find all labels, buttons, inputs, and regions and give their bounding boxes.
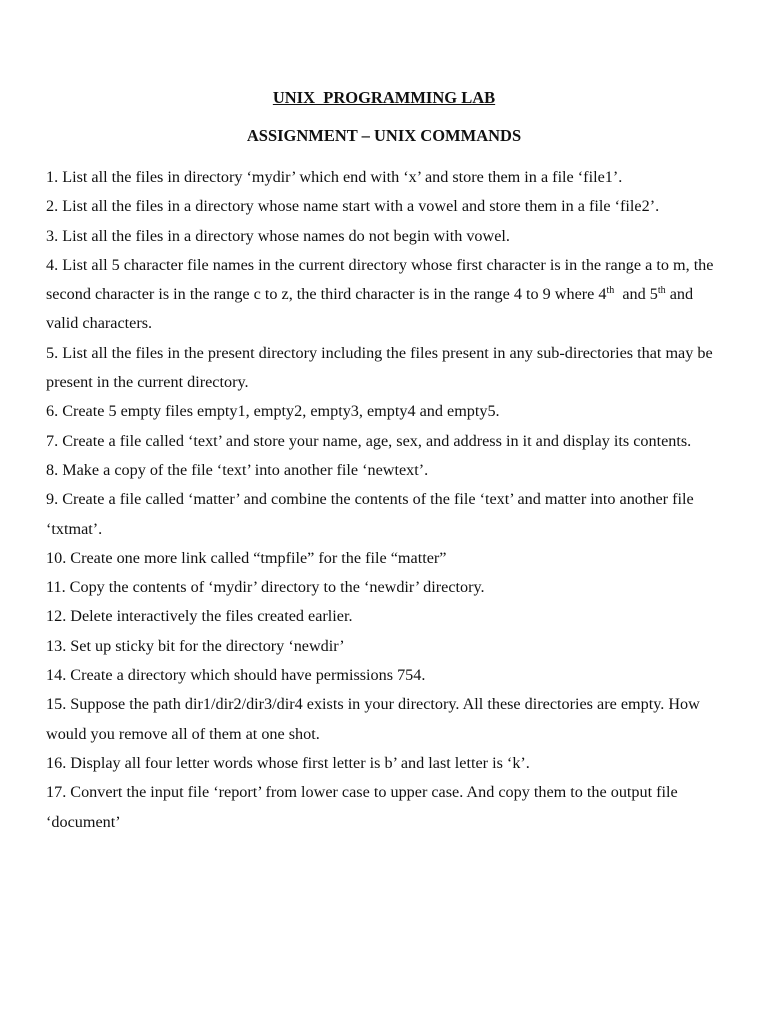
assignment-item-2: 2. List all the files in a directory whose name start with a vowel and store them in a file ‘file2’.: [46, 197, 660, 216]
assignment-item-8: 8. Make a copy of the file ‘text’ into another file ‘newtext’.: [46, 460, 429, 479]
assignment-item-3: 3. List all the files in a directory whose names do not begin with vowel.: [46, 226, 510, 245]
document-subtitle: ASSIGNMENT – UNIX COMMANDS: [246, 126, 522, 145]
assignment-item-4-text-b: and 5: [614, 285, 658, 304]
assignment-item-9: 9. Create a file called ‘matter’ and combine the contents of the file ‘text’ and matter into another file ‘txtmat’.: [46, 490, 694, 538]
document-title: [0, 86, 768, 110]
assignment-item-5: 5. List all the files in the present directory including the files present in any sub-directories that may be present in the current directory.: [46, 343, 713, 392]
assignment-item-4-sup-2: th: [657, 285, 666, 297]
assignment-item-13: 13. Set up sticky bit for the directory ‘newdir’: [46, 636, 345, 655]
assignment-item-4: [46, 251, 718, 339]
assignment-item-16: 16. Display all four letter words whose first letter is b’ and last letter is ‘k’.: [46, 753, 530, 772]
assignment-item-4-text-c: and valid characters.: [46, 285, 694, 333]
assignment-item-1: 1. List all the files in directory ‘mydir’ which end with ‘x’ and store them in a file ‘file1’.: [46, 168, 623, 186]
document-title-text: UNIX PROGRAMMING LAB: [272, 88, 496, 107]
assignment-item-15: 15. Suppose the path dir1/dir2/dir3/dir4 exists in your directory. All these directories are empty. How would you remove all of them at one shot.: [46, 695, 700, 743]
assignment-item-4-text-a: 4. List all 5 character file names in the current directory whose first character is in the range a to m, the second character is in the range c to z, the third character is in the range 4 to 9 where 4: [46, 255, 714, 304]
assignment-item-12: 12. Delete interactively the files created earlier.: [46, 607, 353, 626]
assignment-item-4-sup-1: th: [606, 285, 615, 297]
assignment-item-17: 17. Convert the input file ‘report’ from lower case to upper case. And copy them to the output file ‘document’: [46, 783, 678, 831]
assignment-item-14: 14. Create a directory which should have permissions 754.: [46, 666, 426, 685]
assignment-item-11: 11. Copy the contents of ‘mydir’ directory to the ‘newdir’ directory.: [46, 578, 485, 597]
assignment-item-6: 6. Create 5 empty files empty1, empty2, empty3, empty4 and empty5.: [46, 402, 500, 421]
assignment-list: [46, 163, 718, 837]
assignment-item-7: 7. Create a file called ‘text’ and store your name, age, sex, and address in it and display its contents.: [46, 431, 692, 450]
assignment-item-10: 10. Create one more link called “tmpfile” for the file “matter”: [46, 548, 447, 567]
